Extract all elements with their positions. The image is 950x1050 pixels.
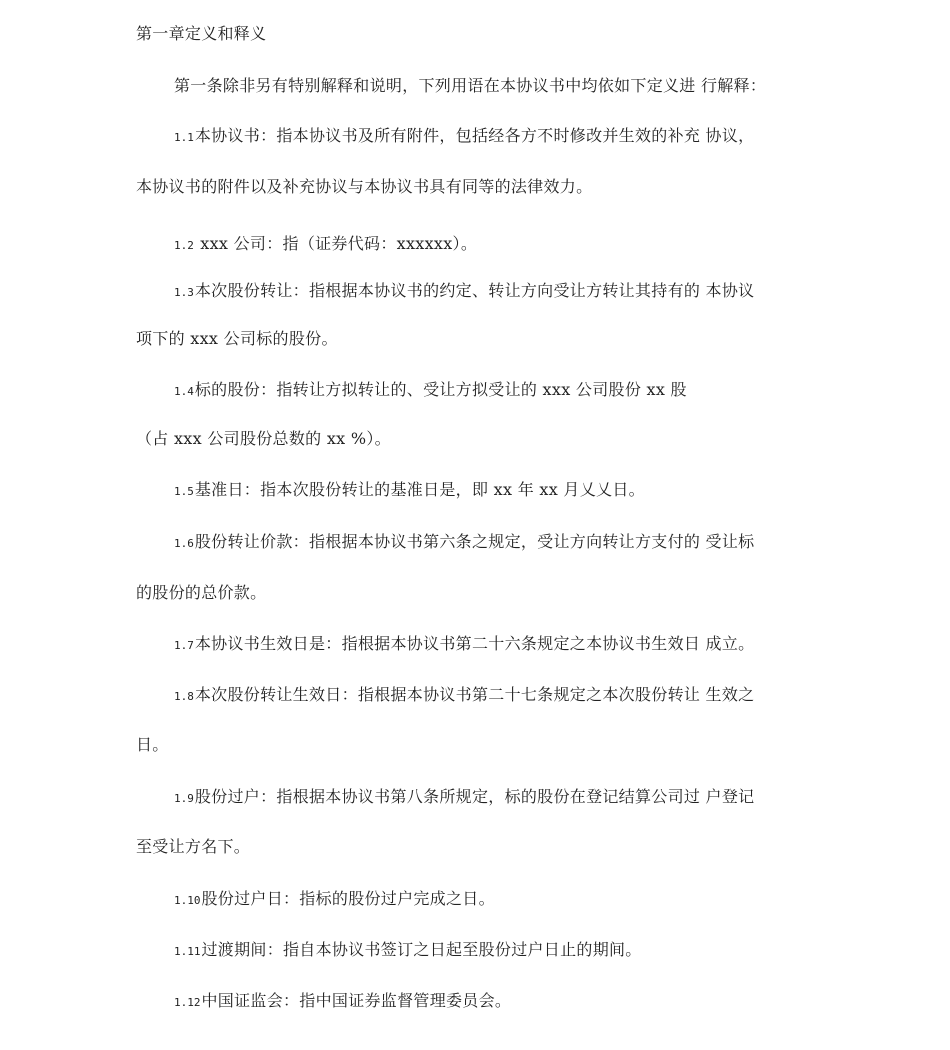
definition-number: 1.6 bbox=[174, 537, 194, 550]
definition-item bbox=[174, 380, 687, 402]
definition-item bbox=[174, 234, 477, 256]
definition-item bbox=[174, 281, 754, 303]
definition-number: 1.2 bbox=[174, 239, 194, 252]
definition-text: 股份过户：指根据本协议书第八条所规定，标的股份在登记结算公司过 户登记 bbox=[194, 787, 755, 806]
definition-item bbox=[174, 787, 754, 809]
definition-number: 1.4 bbox=[174, 385, 194, 398]
definition-item bbox=[174, 126, 754, 148]
definition-item bbox=[174, 634, 754, 656]
definition-number: 1.10 bbox=[174, 894, 201, 907]
definition-text: 股份转让价款：指根据本协议书第六条之规定，受让方向转让方支付的 受让标 bbox=[194, 532, 755, 551]
definition-number: 1.11 bbox=[174, 945, 201, 958]
definition-text: 基准日：指本次股份转让的基准日是，即 xx 年 xx 月乂乂日。 bbox=[194, 480, 645, 499]
definition-continuation: 本协议书的附件以及补充协议与本协议书具有同等的法律效力。 bbox=[136, 177, 593, 196]
definition-continuation: （占 xxx 公司股份总数的 xx %）。 bbox=[136, 429, 391, 448]
intro-paragraph: 第一条除非另有特别解释和说明，下列用语在本协议书中均依如下定义进 行解释： bbox=[174, 76, 767, 95]
definition-text: 本次股份转让：指根据本协议书的约定、转让方向受让方转让其持有的 本协议 bbox=[194, 281, 755, 300]
chapter-title: 第一章定义和释义 bbox=[136, 24, 267, 43]
definition-item bbox=[174, 480, 645, 502]
definition-text: 标的股份：指转让方拟转让的、受让方拟受让的 xxx 公司股份 xx 股 bbox=[194, 380, 687, 399]
definition-number: 1.5 bbox=[174, 485, 194, 498]
definition-continuation: 的股份的总价款。 bbox=[136, 583, 267, 602]
definition-item bbox=[174, 685, 754, 707]
definition-text: 本协议书：指本协议书及所有附件，包括经各方不时修改并生效的补充 协议， bbox=[194, 126, 755, 145]
definition-text: 股份过户日：指标的股份过户完成之日。 bbox=[201, 889, 495, 908]
definition-text: xxx 公司：指（证券代码：xxxxxx）。 bbox=[194, 234, 478, 253]
definition-number: 1.8 bbox=[174, 690, 194, 703]
definition-number: 1.7 bbox=[174, 639, 194, 652]
definition-text: 本协议书生效日是：指根据本协议书第二十六条规定之本协议书生效日 成立。 bbox=[194, 634, 755, 653]
definition-item bbox=[174, 532, 754, 554]
definition-item bbox=[174, 991, 511, 1013]
definition-text: 过渡期间：指自本协议书签订之日起至股份过户日止的期间。 bbox=[201, 940, 642, 959]
definition-number: 1.3 bbox=[174, 286, 194, 299]
definition-item bbox=[174, 940, 642, 962]
definition-number: 1.9 bbox=[174, 792, 194, 805]
definition-text: 中国证监会：指中国证券监督管理委员会。 bbox=[201, 991, 512, 1010]
definition-continuation: 日。 bbox=[136, 735, 169, 754]
definition-item bbox=[174, 889, 495, 911]
definition-number: 1.12 bbox=[174, 996, 201, 1009]
definition-continuation: 项下的 xxx 公司标的股份。 bbox=[136, 329, 338, 348]
definition-text: 本次股份转让生效日：指根据本协议书第二十七条规定之本次股份转让 生效之 bbox=[194, 685, 755, 704]
definition-number: 1.1 bbox=[174, 131, 194, 144]
definition-continuation: 至受让方名下。 bbox=[136, 837, 251, 856]
